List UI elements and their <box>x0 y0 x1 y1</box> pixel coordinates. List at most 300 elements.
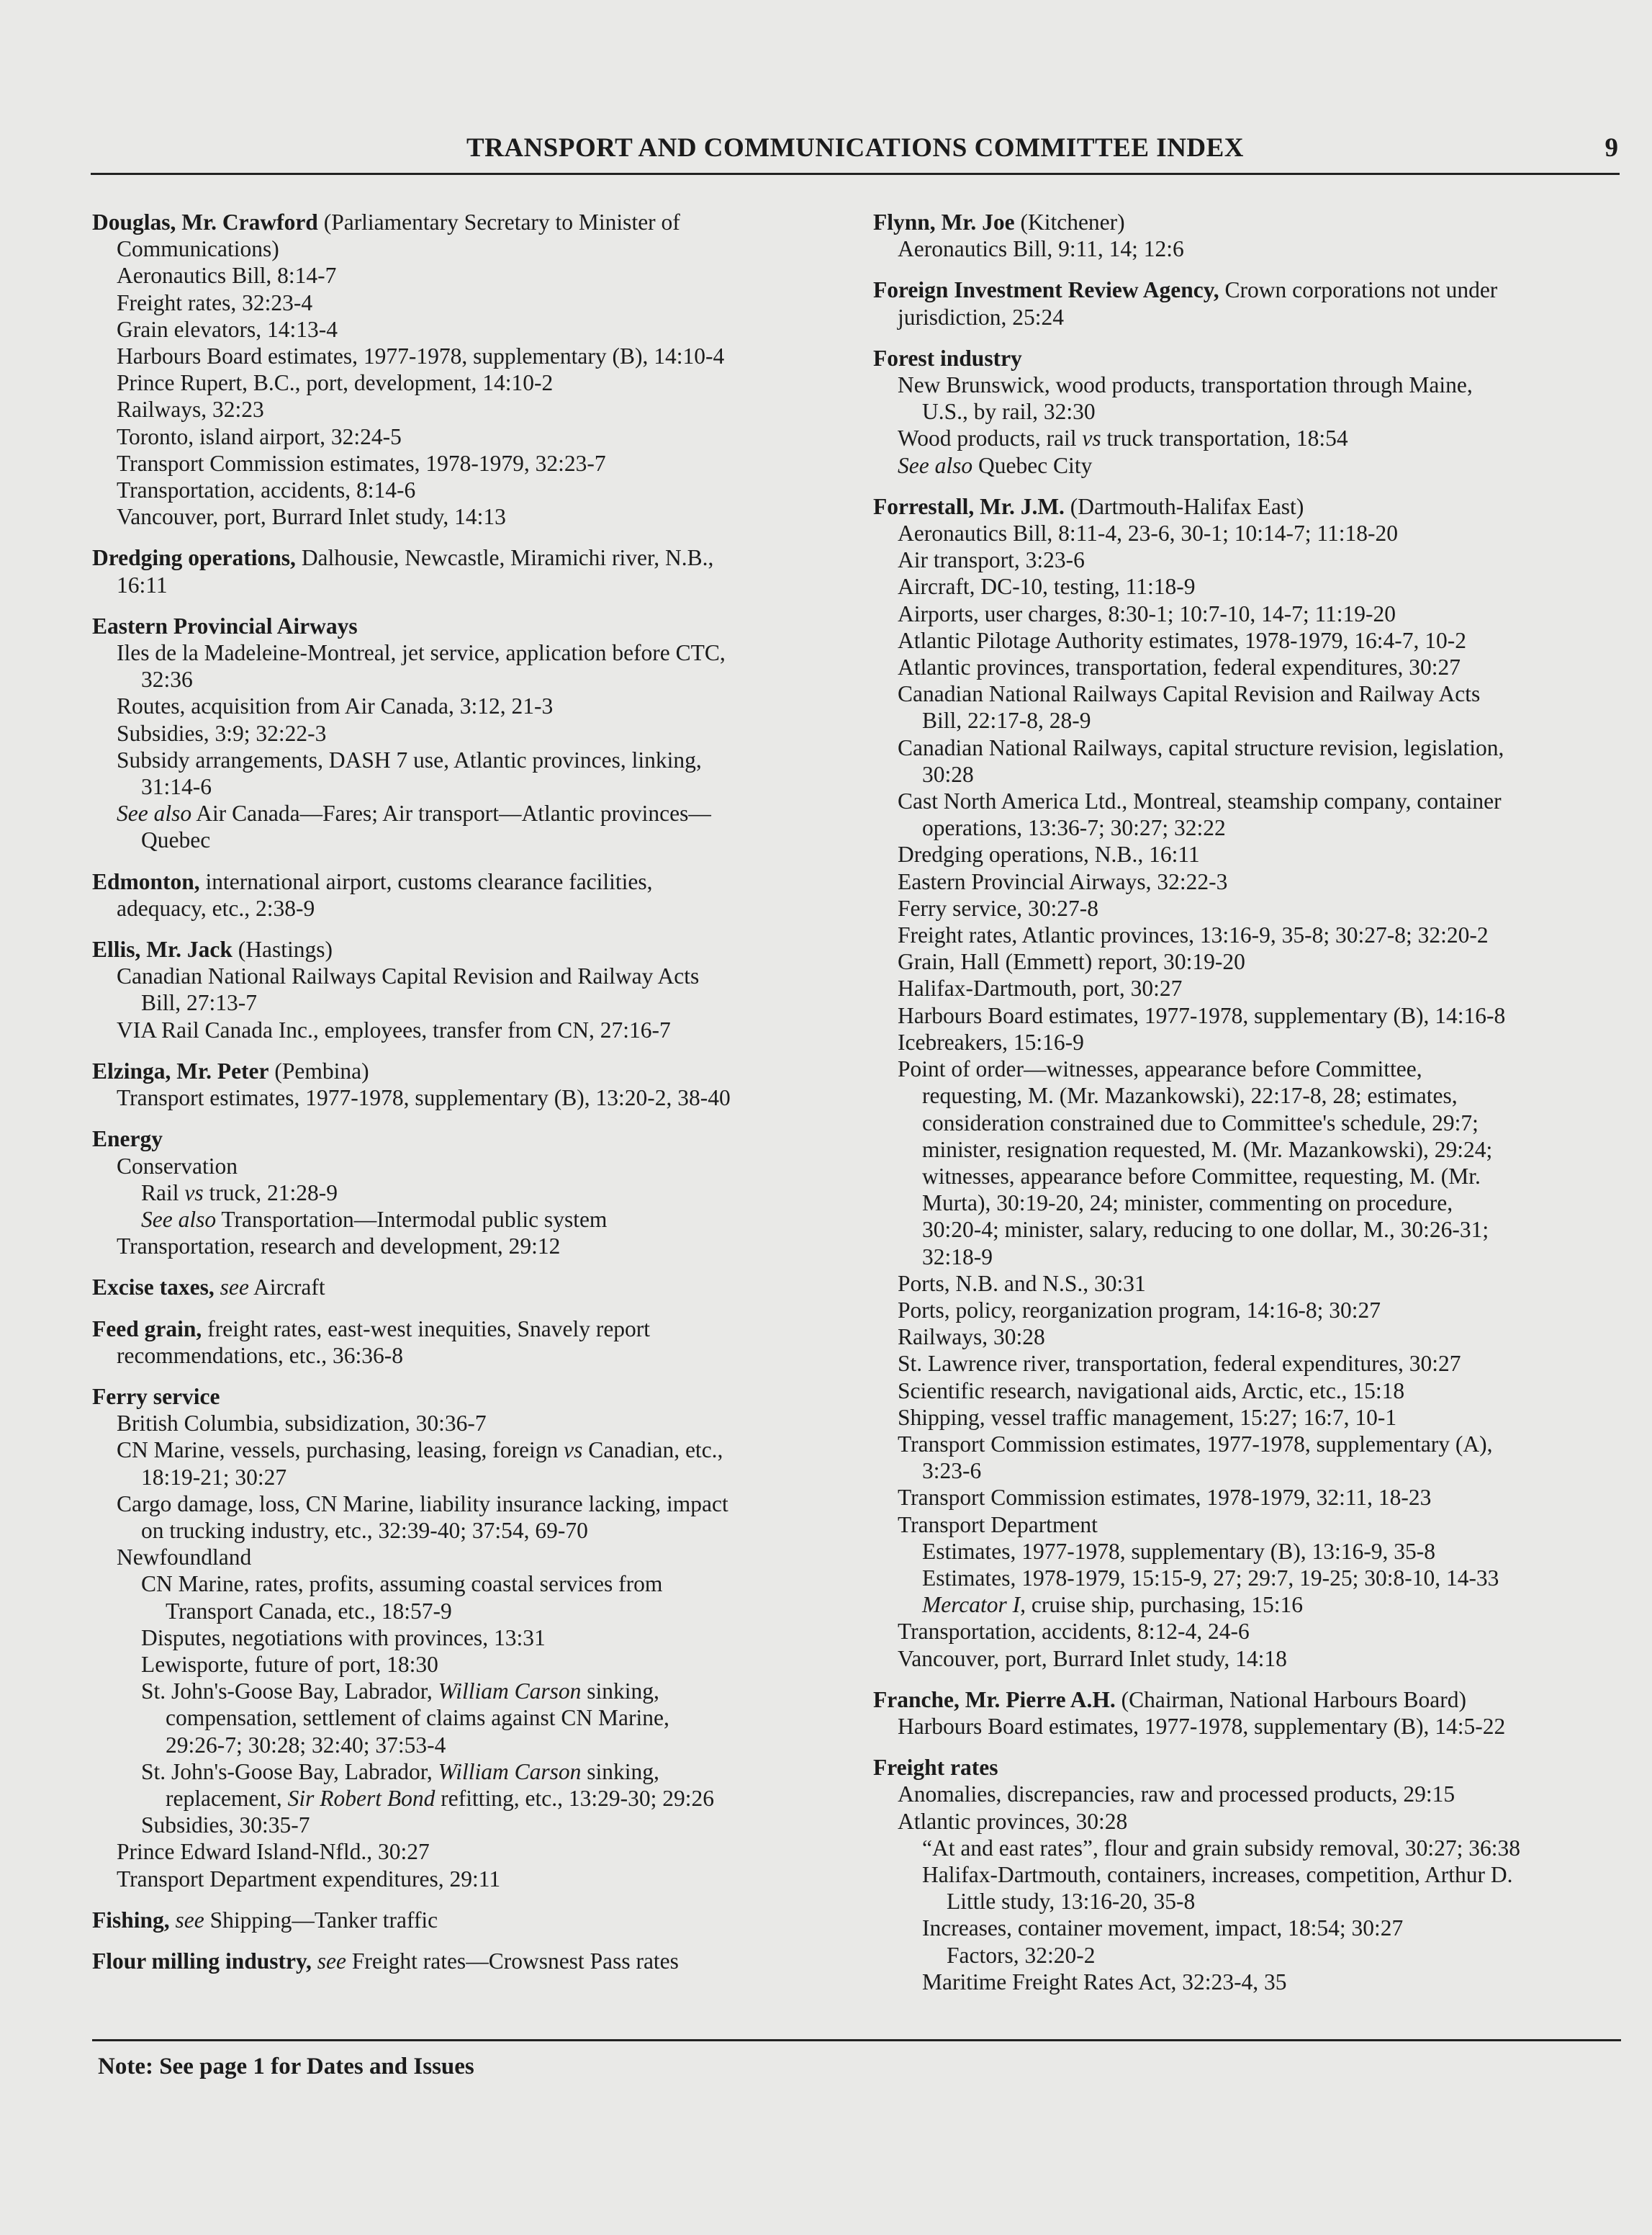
index-entry <box>92 1058 841 1111</box>
index-subentry-line <box>92 1866 841 1892</box>
index-subentry-line <box>873 1323 1622 1350</box>
index-subentry-line <box>873 761 1622 788</box>
index-subentry-line <box>92 639 841 666</box>
entry-text: recommendations, etc., 36:36-8 <box>117 1342 404 1368</box>
entry-text: Estimates, 1978-1979, 15:15-9, 27; 29:7, 19-25; 30:8-10, 14-33 <box>922 1565 1499 1591</box>
index-subentry-line <box>873 520 1622 547</box>
entry-text: Crown corporations not under <box>1219 277 1498 303</box>
index-entry <box>92 1948 841 1974</box>
index-subentry-line <box>873 1190 1622 1216</box>
entry-text: U.S., by rail, 32:30 <box>922 399 1096 425</box>
entry-term: Feed grain, <box>92 1316 202 1341</box>
index-heading-line <box>92 613 841 639</box>
index-heading-line <box>92 209 841 235</box>
index-subentry-line <box>873 814 1622 841</box>
entry-text: Shipping, vessel traffic management, 15:27; 16:7, 10-1 <box>898 1404 1397 1430</box>
index-subentry-line <box>92 666 841 693</box>
entry-text: 18:19-21; 30:27 <box>141 1464 287 1490</box>
index-subentry-line <box>873 1431 1622 1457</box>
entry-text: Prince Rupert, B.C., port, development, 14:10-2 <box>117 370 554 396</box>
entry-text: Railways, 32:23 <box>117 397 264 423</box>
entry-text: Point of order—witnesses, appearance before Committee, <box>898 1056 1422 1082</box>
entry-term: Foreign Investment Review Agency, <box>873 277 1219 303</box>
entry-text: Subsidy arrangements, DASH 7 use, Atlantic provinces, linking, <box>117 747 702 773</box>
index-entry <box>873 493 1622 1672</box>
entry-text: Freight rates, Atlantic provinces, 13:16-9, 35-8; 30:27-8; 32:20-2 <box>898 922 1489 948</box>
entry-text: Transport Department <box>898 1511 1098 1537</box>
index-subentry-line <box>92 1758 841 1785</box>
entry-term: Forest industry <box>873 345 1022 371</box>
index-subentry-line <box>873 1565 1622 1591</box>
entry-term: Ellis, Mr. Jack <box>92 937 233 963</box>
entry-text: 3:23-6 <box>922 1458 982 1484</box>
entry-text: Subsidies, 30:35-7 <box>141 1812 310 1838</box>
index-subentry-line <box>873 1029 1622 1056</box>
index-heading-line <box>92 1274 841 1300</box>
italic-text: vs <box>1082 426 1101 451</box>
entry-text: Transport Department expenditures, 29:11 <box>117 1866 501 1892</box>
index-subentry-line <box>873 680 1622 707</box>
index-subentry-line <box>873 1511 1622 1538</box>
entry-text: St. John's-Goose Bay, Labrador, <box>141 1758 438 1784</box>
index-subentry-line <box>873 1808 1622 1835</box>
entry-text: Toronto, island airport, 32:24-5 <box>117 423 402 449</box>
entry-text: Transport estimates, 1977-1978, supplementary (B), 13:20-2, 38-40 <box>117 1085 731 1111</box>
entry-text: Factors, 32:20-2 <box>947 1942 1096 1968</box>
entry-text: Harbours Board estimates, 1977-1978, supplementary (B), 14:5-22 <box>898 1713 1506 1739</box>
entry-text: Maritime Freight Rates Act, 32:23-4, 35 <box>922 1969 1287 1995</box>
index-subentry-line <box>92 1704 841 1731</box>
entry-text: Halifax-Dartmouth, port, 30:27 <box>898 976 1183 1002</box>
entry-text: New Brunswick, wood products, transportation through Maine, <box>898 372 1473 398</box>
index-heading-line <box>92 1948 841 1974</box>
entry-text: 30:28 <box>922 761 974 787</box>
entry-term: Franche, Mr. Pierre A.H. <box>873 1686 1116 1712</box>
entry-text: Aircraft, DC-10, testing, 11:18-9 <box>898 574 1196 600</box>
entry-text: Freight rates—Crowsnest Pass rates <box>346 1948 679 1974</box>
entry-text: Aeronautics Bill, 8:11-4, 23-6, 30-1; 10:14-7; 11:18-20 <box>898 521 1398 547</box>
entry-text: Atlantic provinces, 30:28 <box>898 1808 1128 1834</box>
index-heading-line <box>92 1058 841 1084</box>
index-subentry-line <box>92 1732 841 1758</box>
entry-term: Freight rates <box>873 1755 998 1781</box>
index-heading-line <box>873 345 1622 372</box>
entry-text: “At and east rates”, flour and grain subsidy removal, 30:27; 36:38 <box>922 1835 1521 1861</box>
entry-text: adequacy, etc., 2:38-9 <box>117 895 315 921</box>
entry-text: compensation, settlement of claims against CN Marine, <box>166 1705 669 1731</box>
entry-text: cruise ship, purchasing, 15:16 <box>1026 1592 1303 1618</box>
entry-term: Edmonton, <box>92 868 200 894</box>
index-subentry-line <box>92 1179 841 1206</box>
entry-term: Excise taxes, <box>92 1274 215 1300</box>
entry-text: Canadian National Railways Capital Revision and Railway Acts <box>117 963 700 989</box>
entry-text: Icebreakers, 15:16-9 <box>898 1029 1084 1055</box>
entry-text: sinking, <box>581 1678 659 1704</box>
index-entry <box>873 1754 1622 1995</box>
entry-text: Estimates, 1977-1978, supplementary (B), 13:16-9, 35-8 <box>922 1538 1436 1564</box>
entry-text: Lewisporte, future of port, 18:30 <box>141 1651 438 1677</box>
entry-text: 16:11 <box>117 572 168 598</box>
entry-text: (Hastings) <box>232 937 333 963</box>
entry-text: Transportation—Intermodal public system <box>216 1206 608 1232</box>
italic-text: vs <box>564 1437 583 1463</box>
index-subentry-line <box>873 1244 1622 1270</box>
index-entry <box>873 1686 1622 1740</box>
index-subentry-line <box>92 1464 841 1490</box>
entry-text: Railways, 30:28 <box>898 1324 1045 1350</box>
index-subentry-line <box>92 262 841 289</box>
footer-rule <box>92 2039 1621 2041</box>
entry-text: Halifax-Dartmouth, containers, increases, competition, Arthur D. <box>922 1861 1513 1887</box>
index-subentry-line <box>873 372 1622 398</box>
entry-text: Murta), 30:19-20, 24; minister, commenting on procedure, <box>922 1190 1453 1216</box>
entry-text: refitting, etc., 13:29-30; 29:26 <box>435 1785 714 1811</box>
index-entry <box>92 1383 841 1892</box>
index-subentry-line <box>873 975 1622 1002</box>
entry-text: CN Marine, rates, profits, assuming coastal services from <box>141 1571 663 1597</box>
index-subentry-line <box>92 693 841 719</box>
index-subentry-line <box>92 1084 841 1111</box>
entry-text: consideration constrained due to Committee's schedule, 29:7; <box>922 1110 1479 1136</box>
entry-text: Transport Commission estimates, 1977-1978, supplementary (A), <box>898 1431 1493 1457</box>
index-subentry-line <box>873 1835 1622 1861</box>
index-heading-line <box>92 868 841 895</box>
italic-text: see <box>175 1907 204 1933</box>
index-subentry-line <box>873 1110 1622 1136</box>
entry-text: Quebec City <box>972 452 1093 478</box>
entry-text: Prince Edward Island-Nfld., 30:27 <box>117 1839 430 1865</box>
index-subentry-line <box>873 1942 1622 1969</box>
index-heading-line <box>92 936 841 963</box>
index-subentry-line <box>92 343 841 369</box>
index-subentry-line <box>873 1618 1622 1645</box>
index-subentry-line <box>873 1216 1622 1243</box>
entry-term: Ferry service <box>92 1383 220 1409</box>
index-subentry-line <box>873 788 1622 814</box>
entry-text: Iles de la Madeleine-Montreal, jet service, application before CTC, <box>117 640 726 666</box>
entry-text: Cargo damage, loss, CN Marine, liability insurance lacking, impact <box>117 1490 728 1516</box>
index-subentry-line <box>92 1206 841 1233</box>
index-subentry-line <box>873 601 1622 627</box>
entry-text <box>170 1907 176 1933</box>
index-subentry-line <box>873 425 1622 451</box>
entry-text: (Chairman, National Harbours Board) <box>1115 1686 1467 1712</box>
entry-term: Energy <box>92 1126 163 1152</box>
index-entry <box>92 209 841 530</box>
index-subentry-line <box>873 627 1622 654</box>
entry-term: Flour milling industry, <box>92 1948 312 1974</box>
italic-text: See also <box>141 1206 217 1232</box>
entry-text: Conservation <box>117 1153 238 1179</box>
page-title: TRANSPORT AND COMMUNICATIONS COMMITTEE INDEX <box>466 133 1245 163</box>
index-subentry-line <box>873 304 1622 330</box>
index-subentry-line <box>873 1645 1622 1672</box>
index-subentry-line <box>873 1056 1622 1082</box>
entry-text: witnesses, appearance before Committee, requesting, M. (Mr. <box>922 1163 1481 1189</box>
entry-text: Ports, N.B. and N.S., 30:31 <box>898 1270 1146 1296</box>
index-heading-line <box>873 1754 1622 1781</box>
index-subentry-line <box>92 1678 841 1704</box>
entry-text: (Pembina) <box>268 1058 369 1084</box>
entry-text: Airports, user charges, 8:30-1; 10:7-10, 14-7; 11:19-20 <box>898 601 1396 626</box>
index-subentry-line <box>92 1436 841 1463</box>
entry-text: Canadian National Railways Capital Revision and Railway Acts <box>898 681 1481 707</box>
index-subentry-line <box>92 1342 841 1369</box>
entry-text: Little study, 13:16-20, 35-8 <box>947 1889 1196 1915</box>
entry-text: Grain, Hall (Emmett) report, 30:19-20 <box>898 949 1245 975</box>
entry-text: Anomalies, discrepancies, raw and processed products, 29:15 <box>898 1781 1455 1807</box>
entry-text: Bill, 22:17-8, 28-9 <box>922 708 1091 734</box>
index-subentry-line <box>873 1713 1622 1740</box>
entry-text: Transport Canada, etc., 18:57-9 <box>166 1598 452 1624</box>
index-subentry-line <box>92 235 841 262</box>
index-subentry-line <box>92 477 841 503</box>
index-heading-line <box>92 1316 841 1342</box>
entry-term: Flynn, Mr. Joe <box>873 210 1015 235</box>
entry-text: St. John's-Goose Bay, Labrador, <box>141 1678 438 1704</box>
entry-text: Harbours Board estimates, 1977-1978, supplementary (B), 14:10-4 <box>117 343 725 369</box>
entry-text: 32:18-9 <box>922 1244 993 1269</box>
index-entry <box>92 613 841 854</box>
index-subentry-line <box>873 1350 1622 1377</box>
entry-text: Air transport, 3:23-6 <box>898 547 1085 573</box>
index-heading-line <box>873 209 1622 235</box>
entry-text: Increases, container movement, impact, 18:54; 30:27 <box>922 1915 1404 1941</box>
index-subentry-line <box>92 316 841 343</box>
index-subentry-line <box>92 1570 841 1597</box>
italic-text: see <box>220 1274 249 1300</box>
index-subentry-line <box>873 895 1622 922</box>
entry-text: Bill, 27:13-7 <box>141 990 258 1016</box>
index-subentry-line <box>873 1915 1622 1941</box>
index-subentry-line <box>92 572 841 598</box>
entry-text: Cast North America Ltd., Montreal, steamship company, container <box>898 788 1502 814</box>
page-header <box>91 132 1620 175</box>
index-column-right <box>873 209 1622 2010</box>
index-subentry-line <box>92 1233 841 1259</box>
index-subentry-line <box>92 989 841 1016</box>
entry-text: truck, 21:28-9 <box>203 1179 338 1205</box>
index-subentry-line <box>873 1538 1622 1565</box>
index-entry <box>92 1125 841 1259</box>
index-subentry-line <box>873 841 1622 868</box>
entry-text <box>215 1274 220 1300</box>
index-subentry-line <box>92 1017 841 1043</box>
entry-text: Newfoundland <box>117 1544 252 1570</box>
index-subentry-line <box>92 1544 841 1570</box>
index-subentry-line <box>92 827 841 853</box>
entry-text: Subsidies, 3:9; 32:22-3 <box>117 720 327 746</box>
index-entry <box>92 1316 841 1369</box>
index-subentry-line <box>92 369 841 396</box>
page-number: 9 <box>1604 133 1618 163</box>
entry-term: Forrestall, Mr. J.M. <box>873 493 1065 519</box>
entry-term: Douglas, Mr. Crawford <box>92 210 318 235</box>
entry-text: Transport Commission estimates, 1978-1979, 32:23-7 <box>117 450 606 476</box>
index-entry <box>92 936 841 1043</box>
index-subentry-line <box>873 573 1622 600</box>
entry-text: Quebec <box>141 827 211 853</box>
entry-text: (Parliamentary Secretary to Minister of <box>317 210 680 235</box>
index-heading-line <box>92 1907 841 1933</box>
index-subentry-line <box>92 1153 841 1179</box>
entry-text: Canadian National Railways, capital structure revision, legislation, <box>898 734 1504 760</box>
entry-text: 31:14-6 <box>141 774 212 800</box>
entry-text: Ferry service, 30:27-8 <box>898 895 1099 921</box>
index-subentry-line <box>873 235 1622 262</box>
entry-text: Eastern Provincial Airways, 32:22-3 <box>898 868 1228 894</box>
index-entry <box>873 345 1622 479</box>
entry-text: Transport Commission estimates, 1978-1979, 32:11, 18-23 <box>898 1485 1432 1511</box>
index-subentry-line <box>92 1490 841 1517</box>
entry-text: Air Canada—Fares; Air transport—Atlantic provinces— <box>191 801 711 827</box>
index-subentry-line <box>873 1136 1622 1163</box>
entry-text: operations, 13:36-7; 30:27; 32:22 <box>922 815 1226 841</box>
entry-text: 32:36 <box>141 667 193 693</box>
index-subentry-line <box>873 1969 1622 1995</box>
entry-text: Transportation, accidents, 8:12-4, 24-6 <box>898 1619 1250 1645</box>
entry-text: international airport, customs clearance facilities, <box>199 868 653 894</box>
entry-term: Dredging operations, <box>92 545 296 571</box>
entry-text: Harbours Board estimates, 1977-1978, supplementary (B), 14:16-8 <box>898 1002 1506 1028</box>
entry-text: requesting, M. (Mr. Mazankowski), 22:17-8, 28; estimates, <box>922 1083 1458 1109</box>
index-entry <box>92 1907 841 1933</box>
entry-text: Transportation, research and development, 29:12 <box>117 1233 561 1259</box>
index-heading-line <box>873 493 1622 520</box>
index-subentry-line <box>92 423 841 450</box>
index-subentry-line <box>92 1410 841 1436</box>
entry-text: British Columbia, subsidization, 30:36-7 <box>117 1411 487 1436</box>
entry-text: Canadian, etc., <box>582 1437 723 1463</box>
entry-text: Aeronautics Bill, 9:11, 14; 12:6 <box>898 236 1184 262</box>
index-subentry-line <box>92 1785 841 1812</box>
entry-text: (Dartmouth-Halifax East) <box>1064 493 1304 519</box>
index-subentry-line <box>92 289 841 316</box>
entry-text: Transportation, accidents, 8:14-6 <box>117 477 416 503</box>
italic-text: vs <box>184 1179 204 1205</box>
index-subentry-line <box>873 547 1622 573</box>
entry-term: Fishing, <box>92 1907 170 1933</box>
entry-text: on trucking industry, etc., 32:39-40; 37:54, 69-70 <box>141 1517 588 1543</box>
italic-text: See also <box>117 801 192 827</box>
entry-text: Wood products, rail <box>898 426 1083 451</box>
index-heading-line <box>873 1686 1622 1713</box>
entry-text: Grain elevators, 14:13-4 <box>117 316 338 342</box>
italic-text: Mercator I, <box>922 1592 1026 1618</box>
index-subentry-line <box>92 1838 841 1865</box>
footer-note: Note: See page 1 for Dates and Issues <box>98 2054 474 2079</box>
entry-text: Freight rates, 32:23-4 <box>117 289 313 315</box>
index-subentry-line <box>92 800 841 827</box>
index-subentry-line <box>92 503 841 530</box>
index-subentry-line <box>873 654 1622 680</box>
index-subentry-line <box>873 1404 1622 1431</box>
italic-text: William Carson <box>438 1678 582 1704</box>
index-entry <box>92 544 841 598</box>
index-subentry-line <box>873 1082 1622 1109</box>
entry-text: Atlantic provinces, transportation, federal expenditures, 30:27 <box>898 655 1461 680</box>
index-subentry-line <box>92 963 841 989</box>
index-subentry-line <box>873 734 1622 761</box>
entry-text: replacement, <box>166 1785 288 1811</box>
entry-text: St. Lawrence river, transportation, federal expenditures, 30:27 <box>898 1351 1461 1377</box>
index-entry <box>92 868 841 922</box>
entry-text: Atlantic Pilotage Authority estimates, 1978-1979, 16:4-7, 10-2 <box>898 627 1467 653</box>
index-subentry-line <box>92 396 841 423</box>
index-subentry-line <box>92 773 841 800</box>
index-subentry-line <box>873 1781 1622 1807</box>
entry-text: Aeronautics Bill, 8:14-7 <box>117 263 337 289</box>
index-subentry-line <box>92 1598 841 1624</box>
entry-text: Dalhousie, Newcastle, Miramichi river, N.B., <box>295 545 714 571</box>
index-subentry-line <box>873 1861 1622 1888</box>
entry-text: Communications) <box>117 236 279 262</box>
index-subentry-line <box>873 1591 1622 1618</box>
index-subentry-line <box>873 1377 1622 1404</box>
index-subentry-line <box>873 452 1622 479</box>
entry-text: Ports, policy, reorganization program, 14:16-8; 30:27 <box>898 1297 1381 1323</box>
entry-text: freight rates, east-west inequities, Snavely report <box>202 1316 651 1341</box>
entry-text: Scientific research, navigational aids, Arctic, etc., 15:18 <box>898 1377 1405 1403</box>
entry-text: Vancouver, port, Burrard Inlet study, 14:18 <box>898 1645 1287 1671</box>
index-heading-line <box>873 276 1622 303</box>
index-subentry-line <box>92 1651 841 1678</box>
entry-text: Disputes, negotiations with provinces, 13:31 <box>141 1624 546 1650</box>
italic-text: William Carson <box>438 1758 582 1784</box>
entry-term: Elzinga, Mr. Peter <box>92 1058 269 1084</box>
index-subentry-line <box>873 707 1622 734</box>
index-subentry-line <box>873 1888 1622 1915</box>
italic-text: see <box>317 1948 346 1974</box>
entry-text: (Kitchener) <box>1014 210 1125 235</box>
entry-text: Shipping—Tanker traffic <box>204 1907 438 1933</box>
index-subentry-line <box>873 948 1622 975</box>
entry-text: Aircraft <box>248 1274 325 1300</box>
index-subentry-line <box>92 720 841 747</box>
index-subentry-line <box>873 1163 1622 1190</box>
index-subentry-line <box>92 747 841 773</box>
entry-text: minister, resignation requested, M. (Mr. Mazankowski), 29:24; <box>922 1136 1493 1162</box>
entry-text: 29:26-7; 30:28; 32:40; 37:53-4 <box>166 1732 446 1758</box>
index-subentry-line <box>873 922 1622 948</box>
entry-text: Rail <box>141 1179 185 1205</box>
index-subentry-line <box>873 1457 1622 1484</box>
index-subentry-line <box>873 868 1622 895</box>
entry-term: Eastern Provincial Airways <box>92 613 358 639</box>
entry-text: CN Marine, vessels, purchasing, leasing, foreign <box>117 1437 564 1463</box>
index-heading-line <box>92 544 841 571</box>
index-subentry-line <box>873 1270 1622 1297</box>
entry-text: sinking, <box>581 1758 659 1784</box>
index-subentry-line <box>92 895 841 922</box>
entry-text: jurisdiction, 25:24 <box>898 304 1064 330</box>
entry-text: 30:20-4; minister, salary, reducing to one dollar, M., 30:26-31; <box>922 1217 1489 1243</box>
entry-text: Vancouver, port, Burrard Inlet study, 14:13 <box>117 504 506 530</box>
index-heading-line <box>92 1125 841 1152</box>
entry-text: VIA Rail Canada Inc., employees, transfer from CN, 27:16-7 <box>117 1017 671 1043</box>
index-subentry-line <box>92 450 841 477</box>
index-entry <box>873 276 1622 330</box>
index-subentry-line <box>873 1484 1622 1511</box>
index-entry <box>873 209 1622 262</box>
entry-text <box>312 1948 317 1974</box>
entry-text: truck transportation, 18:54 <box>1101 426 1348 451</box>
index-heading-line <box>92 1383 841 1410</box>
index-subentry-line <box>873 1297 1622 1323</box>
index-subentry-line <box>873 1002 1622 1029</box>
entry-text: Routes, acquisition from Air Canada, 3:12, 21-3 <box>117 693 554 719</box>
index-subentry-line <box>92 1517 841 1544</box>
